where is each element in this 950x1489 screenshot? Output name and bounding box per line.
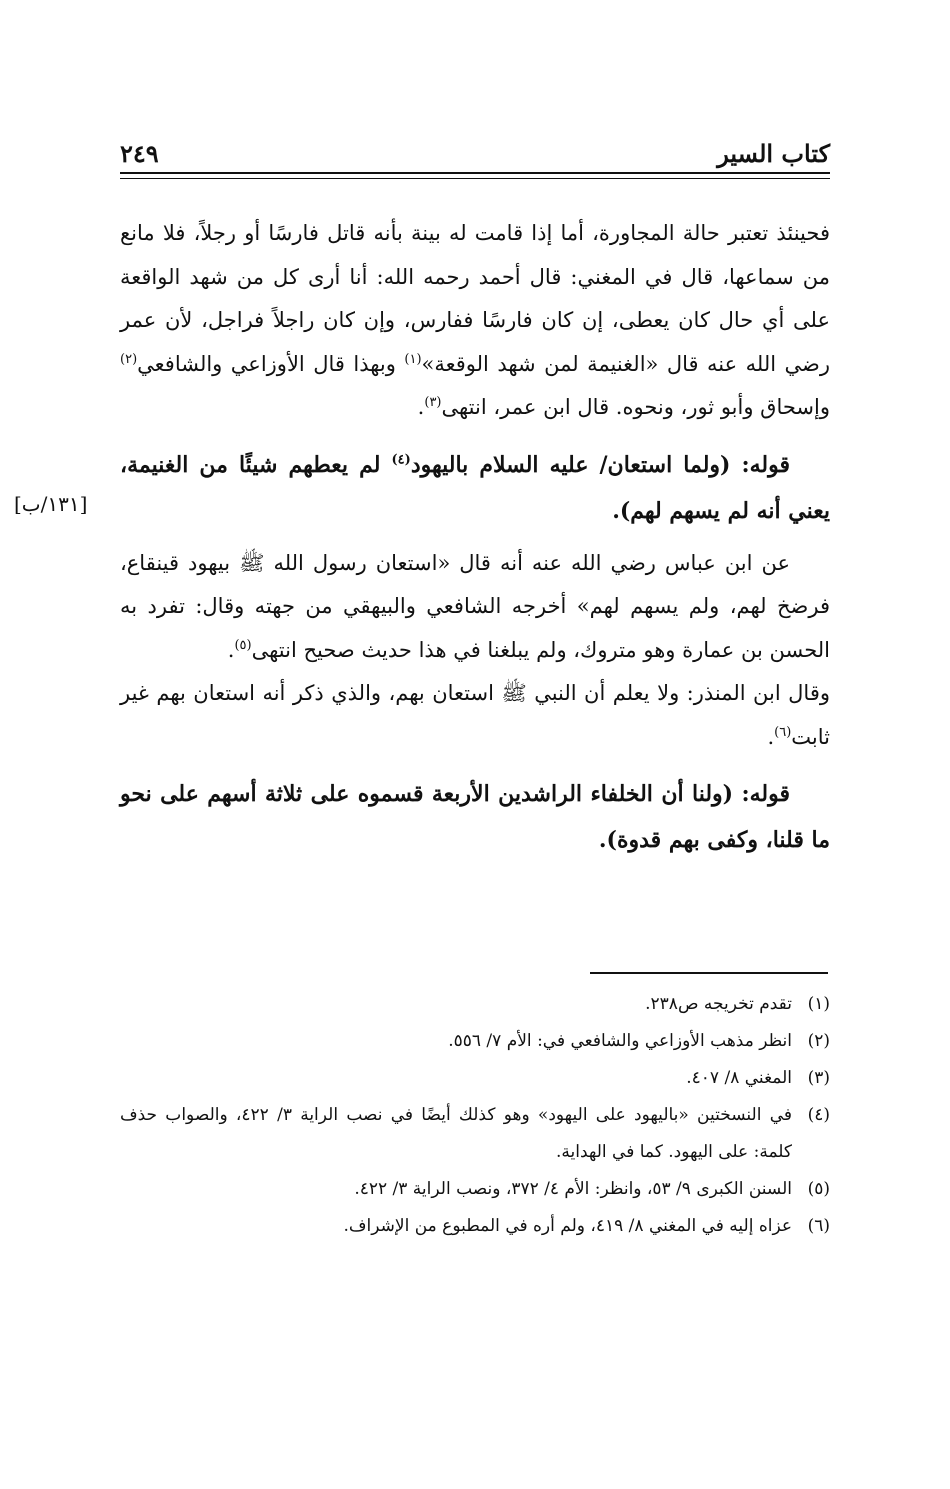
main-text	[120, 212, 830, 863]
footnote-4	[120, 1097, 830, 1171]
footnote-ref-1[interactable]: (١)	[404, 351, 422, 367]
footnote-separator	[590, 972, 828, 974]
quote-2: قوله: (ولنا أن الخلفاء الراشدين الأربعة قسموه على ثلاثة أسهم على نحو ما قلنا، وكفى بهم قدوة).	[120, 781, 830, 853]
footnote-1	[120, 986, 830, 1023]
paragraph-2	[120, 542, 830, 673]
footnote-number: (٤)	[807, 1105, 830, 1125]
footnote-text: السنن الكبرى ٩/ ٥٣، وانظر: الأم ٤/ ٣٧٢، ونصب الراية ٣/ ٤٢٢.	[354, 1179, 792, 1199]
header-rule-thin	[120, 178, 830, 179]
paragraph-1-end: .	[417, 395, 425, 419]
footnote-text: المغني ٨/ ٤٠٧.	[686, 1068, 792, 1088]
quote-1-text-b: لم يعطهم شيئًا من الغنيمة، يعني أنه لم يسهم لهم).	[120, 451, 830, 524]
paragraph-2-end: .	[227, 637, 235, 662]
chapter-title: كتاب السير	[717, 139, 830, 168]
footnote-ref-4[interactable]: (٤)	[391, 452, 411, 468]
footnote-ref-6[interactable]: (٦)	[774, 724, 792, 740]
spacer	[120, 759, 830, 771]
paragraph-1-text-b: وبهذا قال الأوزاعي والشافعي	[137, 351, 405, 376]
footnote-number: (١)	[807, 994, 830, 1014]
paragraph-3	[120, 672, 830, 759]
header-rule-thick	[120, 172, 830, 174]
paragraph-1	[120, 212, 830, 430]
footnote-number: (٦)	[807, 1216, 830, 1236]
paragraph-1-text-c: وإسحاق وأبو ثور، ونحوه. قال ابن عمر، انتهى	[441, 395, 830, 419]
paragraph-2-text: عن ابن عباس رضي الله عنه أنه قال «استعان رسول الله ﷺ بيهود قينقاع، فرضخ لهم، ولم يسهم لهم» أخرجه الشافعي والبيهقي من جهته وقال: تفرد به الحسن بن عمارة وهو متروك، ولم يبلغنا في هذا حديث صحيح انتهى	[120, 550, 830, 662]
paragraph-1-text: فحينئذ تعتبر حالة المجاورة، أما إذا قامت له بينة بأنه قاتل فارسًا أو رجلاً، فلا مانع من سماعها، قال في المغني: قال أحمد رحمه الله: أنا أرى كل من شهد الواقعة على أي حال كان يعطى، إن كان فارسًا ففارس، وإن كان راجلاً فراجل، لأن عمر رضي الله عنه قال «الغنيمة لمن شهد الوقعة»	[120, 221, 830, 376]
paragraph-3-end: .	[767, 724, 775, 749]
footnote-number: (٣)	[807, 1068, 830, 1088]
footnote-text: انظر مذهب الأوزاعي والشافعي في: الأم ٧/ ٥٥٦.	[448, 1031, 792, 1051]
footnote-ref-3[interactable]: (٣)	[424, 395, 442, 410]
spacer	[120, 430, 830, 442]
footnote-text: عزاه إليه في المغني ٨/ ٤١٩، ولم أره في المطبوع من الإشراف.	[343, 1216, 792, 1236]
footnotes	[120, 986, 830, 1245]
footnote-number: (٢)	[807, 1031, 830, 1051]
running-header	[120, 128, 830, 168]
footnote-3	[120, 1060, 830, 1097]
quote-1	[120, 442, 830, 534]
page-number: ٢٤٩	[120, 139, 159, 168]
footnote-5	[120, 1171, 830, 1208]
footnote-ref-2[interactable]: (٢)	[120, 351, 138, 367]
folio-margin-note: [١٣١/ب]	[14, 492, 88, 516]
footnote-6	[120, 1208, 830, 1245]
footnote-2	[120, 1023, 830, 1060]
spacer	[120, 534, 830, 542]
paragraph-3-text: وقال ابن المنذر: ولا يعلم أن النبي ﷺ استعان بهم، والذي ذكر أنه استعان بهم غير ثابت	[120, 681, 830, 749]
footnote-ref-5[interactable]: (٥)	[234, 637, 252, 653]
footnote-number: (٥)	[807, 1179, 830, 1199]
footnote-text: تقدم تخريجه ص٢٣٨.	[645, 994, 792, 1014]
quote-1-text: قوله: (ولما استعان/ عليه السلام باليهود	[410, 451, 790, 478]
footnote-text: في النسختين «باليهود على اليهود» وهو كذلك أيضًا في نصب الراية ٣/ ٤٢٢، والصواب حذف كلمة: على اليهود. كما في الهداية.	[120, 1105, 792, 1162]
